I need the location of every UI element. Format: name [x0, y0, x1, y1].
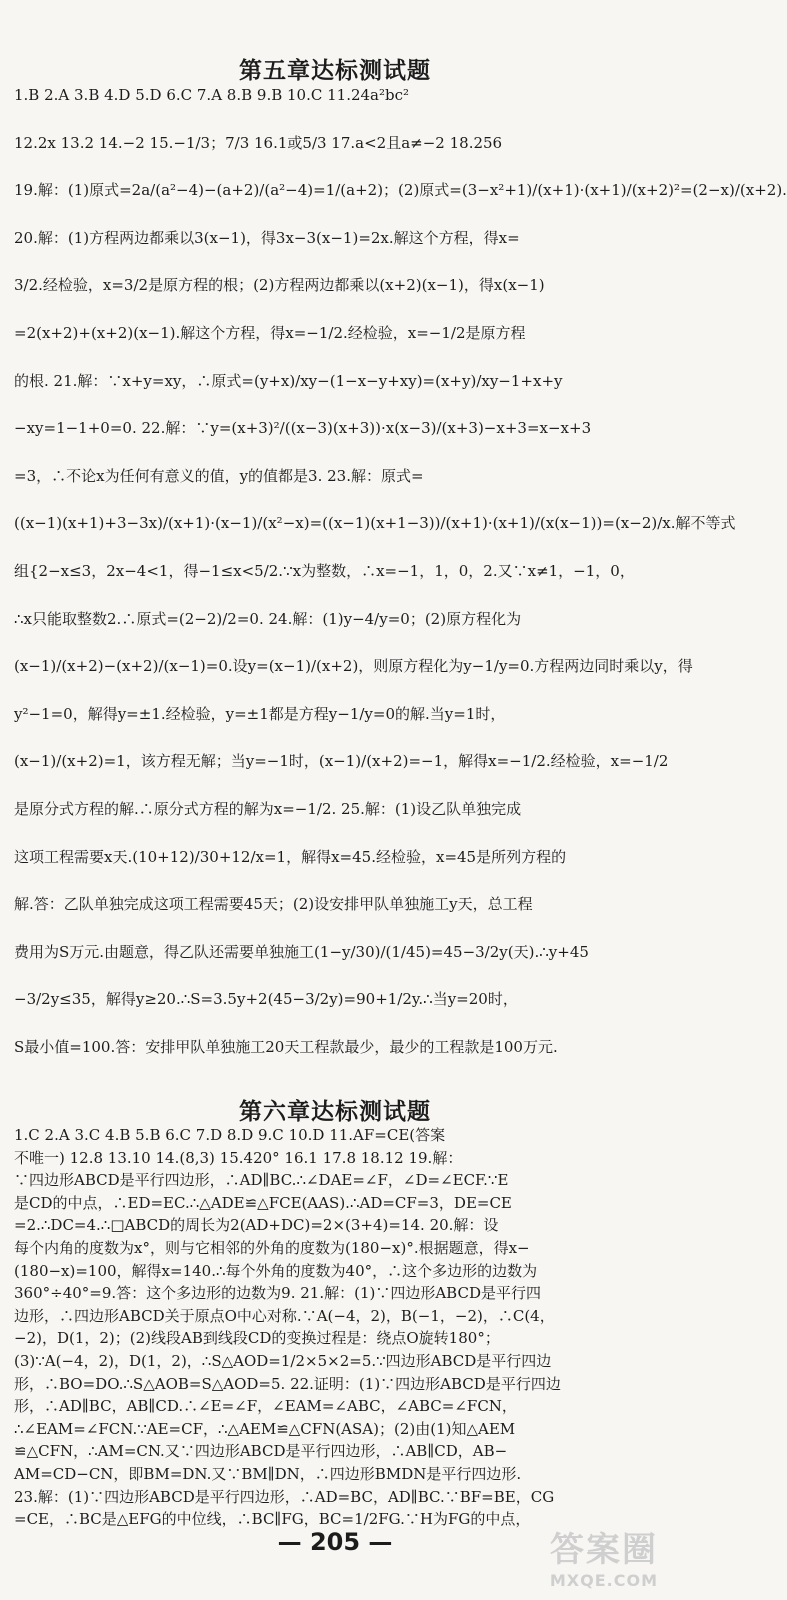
answer-line: (3)∵A(−4，2)，D(1，2)，∴S△AOD=1/2×5×2=5.∵四边形ABCD是平行四边 [14, 1352, 552, 1370]
answer-line: =CE，∴BC是△EFG的中位线，∴BC∥FG，BC=1/2FG.∵H为FG的中点， [14, 1510, 531, 1529]
answer-line: 的根. 21.解：∵x+y=xy，∴原式=(y+x)/xy−(1−x−y+xy)=(x+y)/xy−1+x+y [14, 371, 563, 390]
answer-line: AM=CD−CN，即BM=DN.又∵BM∥DN，∴四边形BMDN是平行四边形. [14, 1465, 522, 1483]
answer-line: S最小值=100.答：安排甲队单独施工20天工程款最少，最少的工程款是100万元. [14, 1038, 558, 1056]
answer-line: 边形，∴四边形ABCD关于原点O中心对称.∵A(−4，2)，B(−1，−2)，∴C(4， [14, 1306, 555, 1325]
section5-title: 第五章达标测试题 [239, 58, 431, 84]
answer-line: 3/2.经检验，x=3/2是原方程的根；(2)方程两边都乘以(x+2)(x−1)，得x(x−1) [14, 276, 545, 295]
answer-line: ((x−1)(x+1)+3−3x)/(x+1)·(x−1)/(x²−x)=((x−1)(x+1−3))/(x+1)·(x+1)/(x(x−1))=(x−2)/x.解不等式 [14, 514, 736, 533]
answer-line: −xy=1−1+0=0. 22.解：∵y=(x+3)²/((x−3)(x+3))·x(x−3)/(x+3)−x+3=x−x+3 [14, 419, 592, 438]
answer-line: 19.解：(1)原式=2a/(a²−4)−(a+2)/(a²−4)=1/(a+2)；(2)原式=(3−x²+1)/(x+1)·(x+1)/(x+2)²=(2−x)/(x+2). [14, 181, 787, 200]
answer-line: 这项工程需要x天.(10+12)/30+12/x=1，解得x=45.经检验，x=45是所列方程的 [14, 847, 567, 866]
answer-line: y²−1=0，解得y=±1.经检验，y=±1都是方程y−1/y=0的解.当y=1时， [14, 704, 506, 723]
answer-line: 1.B 2.A 3.B 4.D 5.D 6.C 7.A 8.B 9.B 10.C 11.24a²bc² [14, 86, 410, 104]
answer-line: 解.答：乙队单独完成这项工程需要45天；(2)设安排甲队单独施工y天，总工程 [14, 895, 533, 914]
answer-line: =3，∴不论x为任何有意义的值，y的值都是3. 23.解：原式= [14, 466, 424, 485]
answer-line: 组{2−x≤3，2x−4<1，得−1≤x<5/2.∵x为整数，∴x=−1，1，0，2.又∵x≠1，−1，0， [14, 562, 635, 580]
watermark [550, 1522, 658, 1590]
answer-line: 12.2x 13.2 14.−2 15.−1/3；7/3 16.1或5/3 17.a<2且a≠−2 18.256 [14, 133, 503, 152]
answer-line: (x−1)/(x+2)=1，该方程无解；当y=−1时，(x−1)/(x+2)=−1，解得x=−1/2.经检验，x=−1/2 [14, 752, 669, 771]
answer-line: ∴x只能取整数2.∴原式=(2−2)/2=0. 24.解：(1)y−4/y=0；(2)原方程化为 [14, 609, 522, 628]
answer-line: (x−1)/(x+2)−(x+2)/(x−1)=0.设y=(x−1)/(x+2)，则原方程化为y−1/y=0.方程两边同时乘以y，得 [14, 657, 693, 676]
answer-line: (180−x)=100，解得x=140.∴每个外角的度数为40°，∴这个多边形的边数为 [14, 1261, 538, 1280]
watermark-logo: 答案圈 [550, 1530, 658, 1570]
watermark-url: MXQE.COM [549, 1571, 658, 1590]
answer-line: =2.∴DC=4.∴□ABCD的周长为2(AD+DC)=2×(3+4)=14. 20.解：设 [14, 1216, 499, 1235]
answer-line: 是CD的中点，∴ED=EC.∴△ADE≌△FCE(AAS).∴AD=CF=3，DE=CE [14, 1193, 512, 1212]
section6-title: 第六章达标测试题 [239, 1099, 431, 1125]
answer-line: −2)，D(1，2)；(2)线段AB到线段CD的变换过程是：绕点O旋转180°； [14, 1329, 500, 1348]
answer-line: 形，∴BO=DO.∴S△AOB=S△AOD=5. 22.证明：(1)∵四边形ABCD是平行四边 [14, 1374, 561, 1393]
answer-line: 20.解：(1)方程两边都乘以3(x−1)，得3x−3(x−1)=2x.解这个方程，得x= [14, 228, 520, 247]
answer-line: 360°÷40°=9.答：这个多边形的边数为9. 21.解：(1)∵四边形ABCD是平行四 [14, 1284, 541, 1303]
answer-line: −3/2y≤35，解得y≥20.∴S=3.5y+2(45−3/2y)=90+1/2y.∴当y=20时， [14, 990, 518, 1009]
answer-line: 是原分式方程的解.∴原分式方程的解为x=−1/2. 25.解：(1)设乙队单独完成 [14, 800, 522, 818]
page-number: — 205 — [277, 1528, 393, 1556]
answer-line: 不唯一) 12.8 13.10 14.(8,3) 15.420° 16.1 17.8 18.12 19.解： [14, 1148, 463, 1167]
answer-line: ∴∠EAM=∠FCN.∵AE=CF，∴△AEM≌△CFN(ASA)；(2)由(1)知△AEM [14, 1419, 516, 1438]
answer-line: ∵四边形ABCD是平行四边形，∴AD∥BC.∴∠DAE=∠F，∠D=∠ECF.∵E [14, 1171, 509, 1190]
answer-line: =2(x+2)+(x+2)(x−1).解这个方程，得x=−1/2.经检验，x=−1/2是原方程 [14, 324, 526, 342]
answer-line: 23.解：(1)∵四边形ABCD是平行四边形，∴AD=BC，AD∥BC.∵BF=BE，CG [14, 1487, 555, 1506]
answer-line: 费用为S万元.由题意，得乙队还需要单独施工(1−y/30)/(1/45)=45−3/2y(天).∴y+45 [14, 942, 589, 961]
answer-line: 1.C 2.A 3.C 4.B 5.B 6.C 7.D 8.D 9.C 10.D 11.AF=CE(答案 [14, 1126, 446, 1144]
answer-line: ≌△CFN，∴AM=CN.又∵四边形ABCD是平行四边形，∴AB∥CD，AB− [14, 1442, 508, 1461]
answer-line: 每个内角的度数为x°，则与它相邻的外角的度数为(180−x)°.根据题意，得x− [14, 1239, 530, 1257]
answer-line: 形，∴AD∥BC，AB∥CD.∴∠E=∠F，∠EAM=∠ABC，∠ABC=∠FCN， [14, 1397, 517, 1416]
